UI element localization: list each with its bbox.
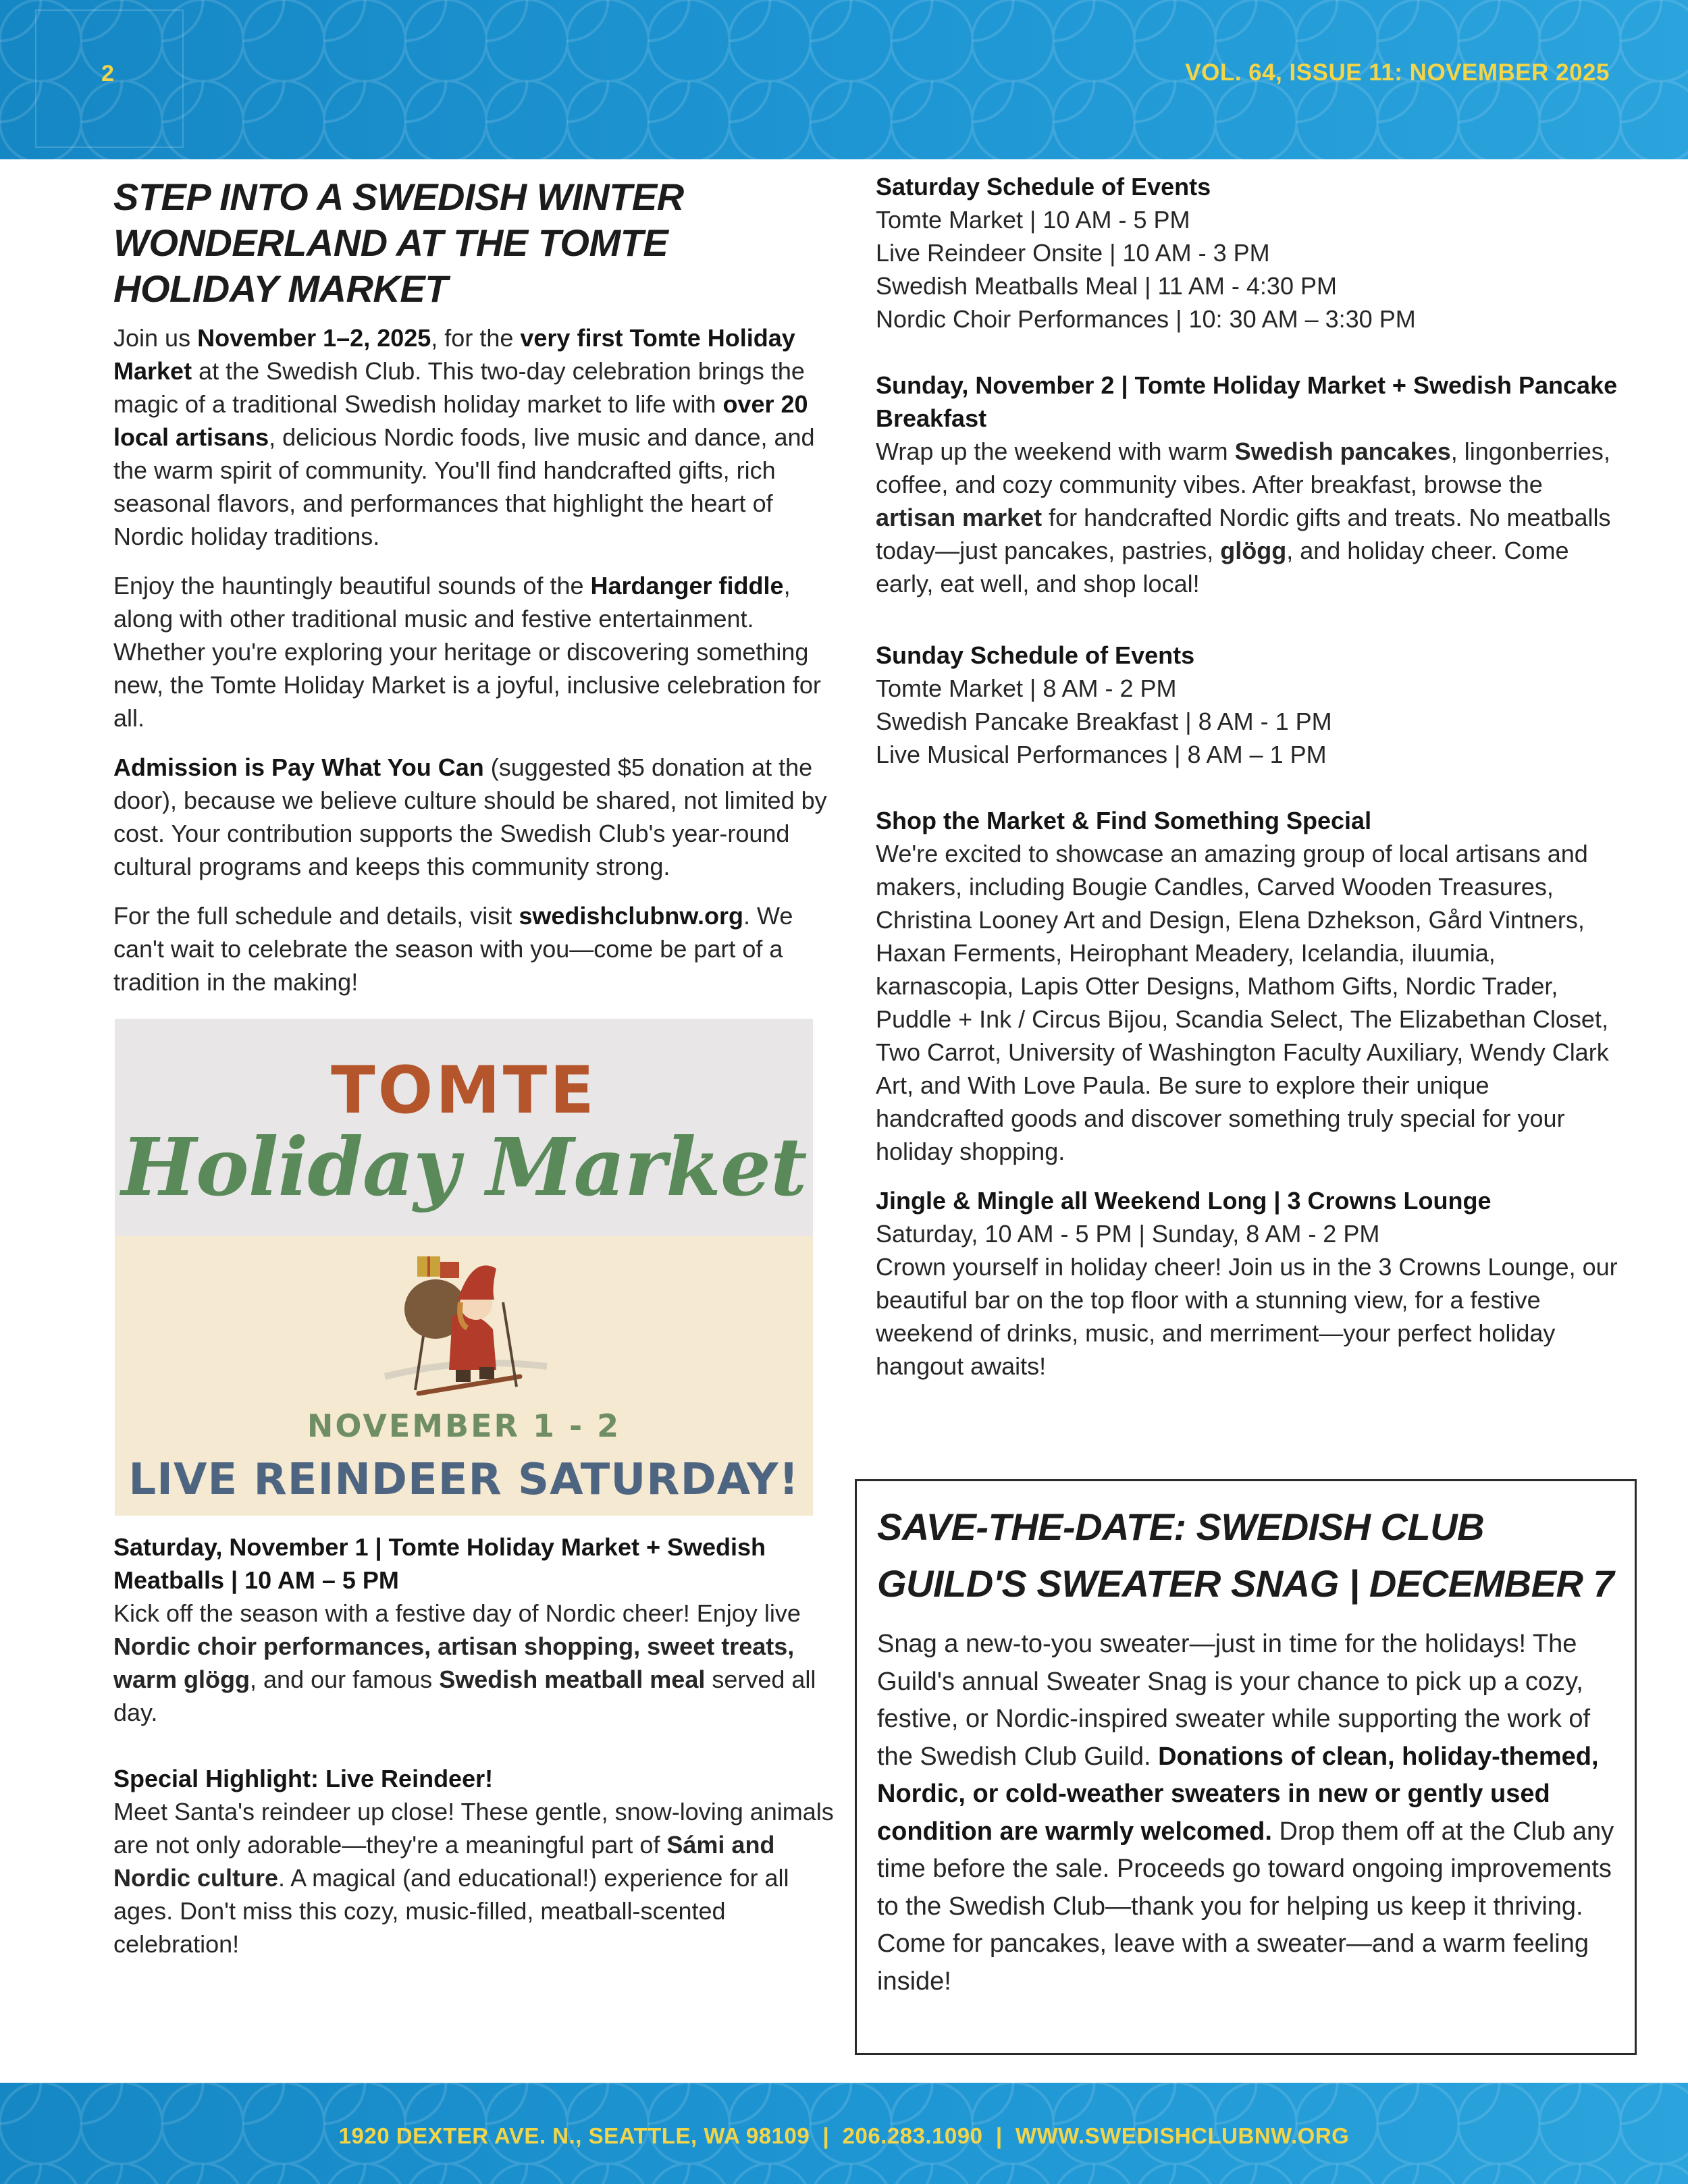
article-paragraph-2 — [113, 569, 836, 735]
saturday-schedule-title: Saturday Schedule of Events — [876, 173, 1211, 201]
admission-note: Admission is Pay What You Can — [113, 753, 484, 781]
swedish-pancakes: Swedish pancakes — [1234, 437, 1451, 465]
text: , and our famous — [250, 1666, 440, 1693]
article-paragraph-1 — [113, 321, 836, 553]
poster-date: NOVEMBER 1 - 2 — [307, 1408, 621, 1444]
text: For the full schedule and details, visit — [113, 902, 519, 930]
save-the-date-headline: SAVE-THE-DATE: SWEDISH CLUB GUILD'S SWEATER SNAG | DECEMBER 7 — [877, 1506, 1614, 1605]
spacer — [876, 771, 1618, 804]
issue-line: VOL. 64, ISSUE 11: NOVEMBER 2025 — [1185, 59, 1610, 86]
poster-title-tomte: TOMTE — [331, 1053, 597, 1128]
sami-culture: Sámi and Nordic culture — [113, 1831, 775, 1892]
text: , along with other traditional music and festive entertainment. Whether you're exploring your heritage or discovering something new, the Tomte Holiday Market is a joyful, inclusive celebration for all. — [113, 572, 821, 732]
reindeer-title: Special Highlight: Live Reindeer! — [113, 1765, 494, 1792]
donation-note: Donations of clean, holiday-themed, Nordic, or cold-weather sweaters in new or gently used condition are warmly welcomed. — [877, 1742, 1599, 1846]
article-headline: STEP INTO A SWEDISH WINTER WONDERLAND AT THE TOMTE HOLIDAY MARKET — [113, 176, 684, 310]
text: , lingonberries, coffee, and cozy community vibes. After breakfast, browse the — [876, 437, 1610, 498]
schedule-item: Swedish Meatballs Meal | 11 AM - 4:30 PM — [876, 272, 1337, 300]
text: for handcrafted Nordic gifts and treats. No meatballs today—just pancakes, pastries, — [876, 504, 1611, 564]
artisan-count: over 20 local artisans — [113, 390, 808, 451]
sunday-body — [876, 435, 1618, 600]
article-paragraph-3 — [113, 751, 836, 883]
event-dates: November 1–2, 2025 — [197, 324, 431, 352]
website-link[interactable]: swedishclubnw.org — [519, 902, 744, 930]
save-the-date-body — [877, 1626, 1614, 2000]
poster-subtitle: LIVE REINDEER SATURDAY! — [128, 1455, 799, 1505]
shop-title: Shop the Market & Find Something Special — [876, 807, 1372, 834]
text: . We can't wait to celebrate the season with you—come be part of a tradition in the making! — [113, 902, 793, 996]
jingle-title: Jingle & Mingle all Weekend Long | 3 Crowns Lounge — [876, 1187, 1492, 1215]
text: at the Swedish Club. This two-day celebration brings the magic of a traditional Swedish holiday market to life with — [113, 357, 805, 418]
text: Enjoy the hauntingly beautiful sounds of the — [113, 572, 591, 600]
footer-band — [0, 2083, 1688, 2184]
meatball-meal: Swedish meatball meal — [439, 1666, 706, 1693]
tomte-market-poster — [115, 1019, 813, 1516]
text: Snag a new-to-you sweater—just in time for the holidays! The Guild's annual Sweater Snag is your chance to pick up a cozy, festive, or Nordic-inspired sweater while supporting the work of the Swedish Club Guild. — [877, 1630, 1591, 1771]
text: Join us — [113, 324, 198, 352]
schedule-item: Tomte Market | 8 AM - 2 PM — [876, 674, 1177, 702]
poster-title-holiday-market: Holiday Market — [121, 1120, 807, 1214]
text: served all day. — [113, 1666, 816, 1726]
right-column — [876, 170, 1618, 1383]
saturday-title: Saturday, November 1 | Tomte Holiday Market + Swedish Meatballs | 10 AM – 5 PM — [113, 1533, 766, 1594]
text: , for the — [431, 324, 521, 352]
text: , and holiday cheer. Come early, eat well, and shop local! — [876, 537, 1569, 597]
text: Drop them off at the Club any time before the sale. Proceeds go toward ongoing improvements to the Swedish Club—thank you for helping us keep it thriving. Come for pancakes, leave with a sweater—and a warm feeling inside! — [877, 1817, 1614, 1996]
shop-body: We're excited to showcase an amazing group of local artisans and makers, including Bougie Candles, Carved Wooden Treasures, Christina Looney Art and Design, Elena Dzhekson, Gård Vintners, Haxan Ferments, Heirophant Meadery, Icelandia, iluumia, karnascopia, Lapis Otter Designs, Mathom Gifts, Nordic Trader, Puddle + Ink / Circus Bijou, Scandia Select, The Elizabethan Closet, Two Carrot, University of Washington Faculty Auxiliary, Wendy Clark Art, and With Love Paula. Be sure to explore their unique handcrafted goods and discover something truly special for your holiday shopping. — [876, 840, 1609, 1165]
jingle-hours: Saturday, 10 AM - 5 PM | Sunday, 8 AM - 2 PM — [876, 1220, 1380, 1248]
spacer — [876, 600, 1618, 633]
schedule-item: Tomte Market | 10 AM - 5 PM — [876, 206, 1190, 234]
event-name: very first Tomte Holiday Market — [113, 324, 795, 385]
schedule-item: Live Musical Performances | 8 AM – 1 PM — [876, 741, 1327, 768]
artisan-market: artisan market — [876, 504, 1043, 531]
page-number: 2 — [101, 61, 114, 86]
skiing-tomte-illustration — [378, 1242, 554, 1410]
save-the-date-box — [855, 1479, 1637, 2055]
saturday-highlights: Nordic choir performances, artisan shopping, sweet treats, warm glögg — [113, 1632, 795, 1693]
reindeer-body — [113, 1795, 836, 1961]
spacer — [876, 336, 1618, 369]
text: (suggested $5 donation at the door), because we believe culture should be shared, not limited by cost. Your contribution supports the Swedish Club's year-round cultural programs and keeps this community strong. — [113, 753, 827, 880]
text: Meet Santa's reindeer up close! These gentle, snow-loving animals are not only adorable—they're a meaningful part of — [113, 1798, 834, 1859]
footer-contact: 1920 DEXTER AVE. N., SEATTLE, WA 98109 | 206.283.1090 | WWW.SWEDISHCLUBNW.ORG — [338, 2123, 1350, 2148]
sunday-title: Sunday, November 2 | Tomte Holiday Market + Swedish Pancake Breakfast — [876, 371, 1618, 432]
text: , delicious Nordic foods, live music and dance, and the warm spirit of community. You'll find handcrafted gifts, rich seasonal flavors, and performances that highlight the heart of Nordic holiday traditions. — [113, 423, 815, 550]
text: . A magical (and educational!) experience for all ages. Don't miss this cozy, music-filled, meatball-scented celebration! — [113, 1864, 789, 1958]
spacer — [113, 1729, 836, 1762]
schedule-item: Swedish Pancake Breakfast | 8 AM - 1 PM — [876, 708, 1332, 735]
text: Wrap up the weekend with warm — [876, 437, 1235, 465]
glogg: glögg — [1220, 537, 1287, 564]
sunday-schedule-title: Sunday Schedule of Events — [876, 641, 1195, 669]
hardanger-fiddle: Hardanger fiddle — [590, 572, 784, 600]
left-column — [113, 174, 836, 1961]
schedule-item: Live Reindeer Onsite | 10 AM - 3 PM — [876, 239, 1270, 267]
schedule-item: Nordic Choir Performances | 10: 30 AM – 3:30 PM — [876, 305, 1416, 333]
header-band — [0, 0, 1688, 159]
jingle-body: Crown yourself in holiday cheer! Join us in the 3 Crowns Lounge, our beautiful bar on the top floor with a stunning view, for a festive weekend of drinks, music, and merriment—your perfect holiday hangout awaits! — [876, 1253, 1618, 1380]
text: Kick off the season with a festive day of Nordic cheer! Enjoy live — [113, 1599, 801, 1627]
saturday-body — [113, 1597, 836, 1729]
article-paragraph-4 — [113, 899, 836, 998]
